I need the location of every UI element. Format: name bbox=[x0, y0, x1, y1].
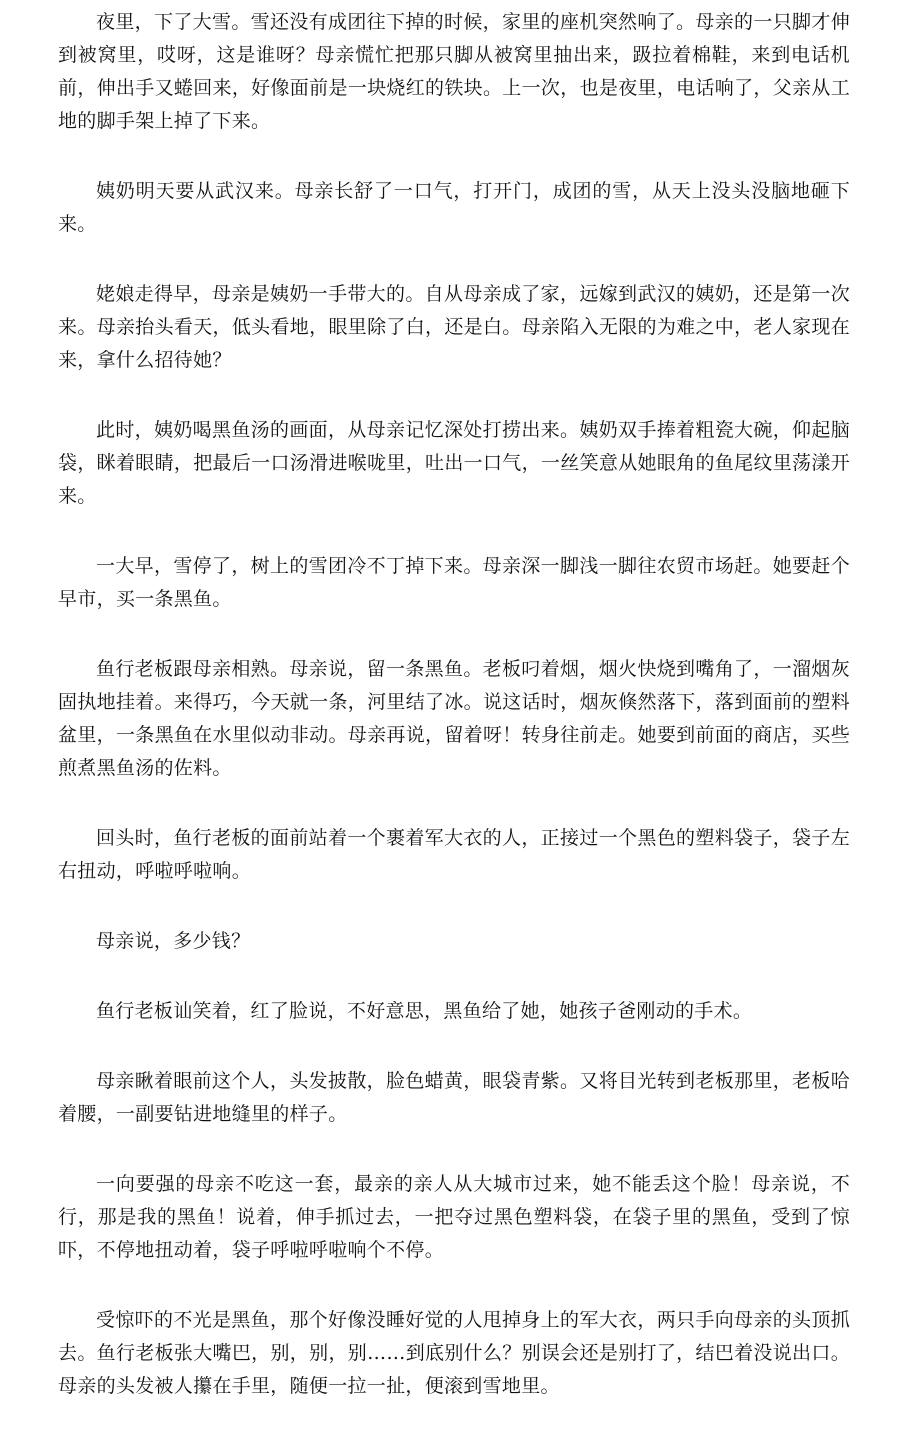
paragraph-9: 鱼行老板讪笑着，红了脸说，不好意思，黑鱼给了她，她孩子爸刚动的手术。 bbox=[96, 1000, 753, 1022]
paragraph-7: 回头时，鱼行老板的面前站着一个裹着军大衣的人，正接过一个黑色的塑料袋子，袋子左右扭动，呼啦呼啦响。 bbox=[58, 827, 850, 882]
paragraph-1: 夜里，下了大雪。雪还没有成团往下掉的时候，家里的座机突然响了。母亲的一只脚才伸到被窝里，哎呀，这是谁呀？母亲慌忙把那只脚从被窝里抽出来，趿拉着棉鞋，来到电话机前，伸出手又蜷回来，好像面前是一块烧红的铁块。上一次，也是夜里，电话响了，父亲从工地的脚手架上掉了下来。 bbox=[58, 11, 850, 132]
paragraph-4: 此时，姨奶喝黑鱼汤的画面，从母亲记忆深处打捞出来。姨奶双手捧着粗瓷大碗，仰起脑袋，眯着眼睛，把最后一口汤滑进喉咙里，吐出一口气，一丝笑意从她眼角的鱼尾纹里荡漾开来。 bbox=[58, 419, 850, 507]
paragraph-3: 姥娘走得早，母亲是姨奶一手带大的。自从母亲成了家，远嫁到武汉的姨奶，还是第一次来。母亲抬头看天，低头看地，眼里除了白，还是白。母亲陷入无限的为难之中，老人家现在来，拿什么招待她？ bbox=[58, 283, 850, 371]
paragraph-2: 姨奶明天要从武汉来。母亲长舒了一口气，打开门，成团的雪，从天上没头没脑地砸下来。 bbox=[58, 180, 850, 235]
paragraph-11: 一向要强的母亲不吃这一套，最亲的亲人从大城市过来，她不能丢这个脸！母亲说，不行，那是我的黑鱼！说着，伸手抓过去，一把夺过黑色塑料袋，在袋子里的黑鱼，受到了惊吓，不停地扭动着，袋子呼啦呼啦响个不停。 bbox=[58, 1173, 850, 1261]
paragraph-6: 鱼行老板跟母亲相熟。母亲说，留一条黑鱼。老板叼着烟，烟火快烧到嘴角了，一溜烟灰固执地挂着。来得巧，今天就一条，河里结了冰。说这话时，烟灰倏然落下，落到面前的塑料盆里，一条黑鱼在水里似动非动。母亲再说，留着呀！转身往前走。她要到前面的商店，买些煎煮黑鱼汤的佐料。 bbox=[58, 658, 850, 779]
paragraph-10: 母亲瞅着眼前这个人，头发披散，脸色蜡黄，眼袋青紫。又将目光转到老板那里，老板哈着腰，一副要钻进地缝里的样子。 bbox=[58, 1070, 850, 1125]
paragraph-8: 母亲说，多少钱？ bbox=[96, 930, 251, 952]
paragraph-5: 一大早，雪停了，树上的雪团冷不丁掉下来。母亲深一脚浅一脚往农贸市场赶。她要赶个早市，买一条黑鱼。 bbox=[58, 555, 850, 610]
paragraph-12: 受惊吓的不光是黑鱼，那个好像没睡好觉的人甩掉身上的军大衣，两只手向母亲的头顶抓去。鱼行老板张大嘴巴，别，别，别……到底别什么？别误会还是别打了，结巴着没说出口。母亲的头发被人攥在手里，随便一拉一扯，便滚到雪地里。 bbox=[58, 1309, 850, 1397]
